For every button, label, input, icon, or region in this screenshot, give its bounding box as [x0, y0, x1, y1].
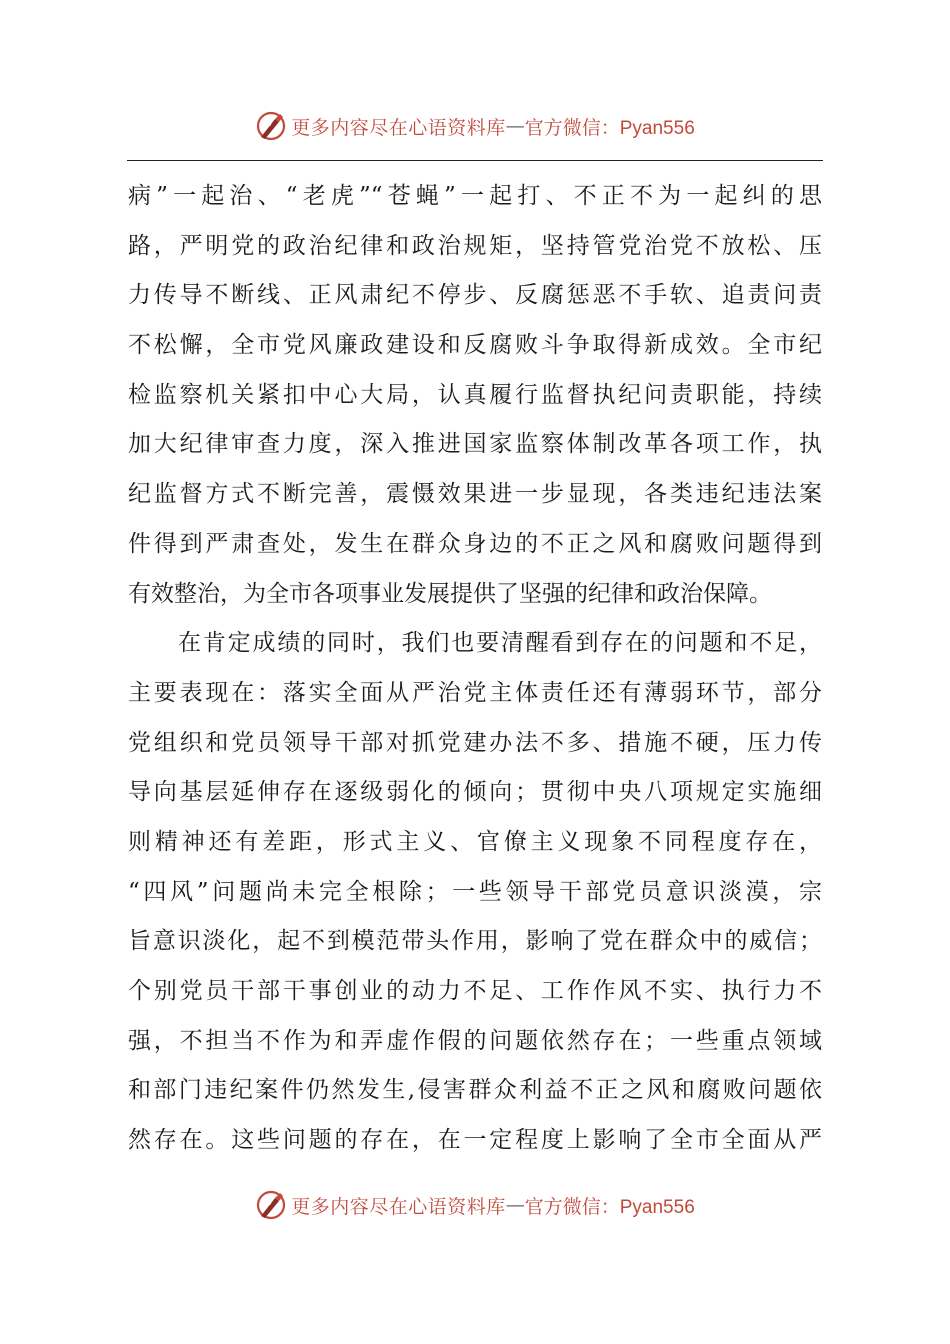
header-separator: —	[505, 115, 525, 137]
text-line: 则精神还有差距，形式主义、官僚主义现象不同程度存在，	[128, 828, 822, 855]
footer-site-name: 更多内容尽在心语资料库	[291, 1195, 506, 1218]
header-contact: 官方微信：Pyan556	[524, 117, 695, 139]
text-line: 有效整治，为全市各项事业发展提供了坚强的纪律和政治保障。	[128, 580, 772, 607]
text-line: 然存在。这些问题的存在，在一定程度上影响了全市全面从严	[128, 1127, 822, 1154]
text-line: 件得到严肃查处，发生在群众身边的不正之风和腐败问题得到	[128, 530, 822, 557]
paragraph-1	[128, 172, 822, 619]
text-line: 导向基层延伸存在逐级弱化的倾向；贯彻中央八项规定实施细	[128, 779, 822, 806]
text-line: 在肯定成绩的同时，我们也要清醒看到存在的问题和不足，	[178, 630, 822, 657]
footer-banner	[0, 1185, 950, 1225]
text-line: “四风”问题尚未完全根除；一些领导干部党员意识淡漠，宗	[128, 878, 822, 905]
paragraph-2	[128, 619, 822, 1166]
text-line: 病”一起治、“老虎”“苍蝇”一起打、不正不为一起纠的思	[128, 183, 822, 209]
text-line: 路，严明党的政治纪律和政治规矩，坚持管党治党不放松、压	[128, 232, 822, 259]
text-line: 党组织和党员领导干部对抓党建办法不多、措施不硬，压力传	[128, 729, 822, 756]
text-line: 强，不担当不作为和弄虚作假的问题依然存在；一些重点领域	[128, 1027, 822, 1054]
header-site-name: 更多内容尽在心语资料库	[291, 116, 506, 139]
footer-separator: —	[505, 1194, 525, 1216]
header-banner	[0, 106, 950, 146]
text-line: 个别党员干部干事创业的动力不足、工作作风不实、执行力不	[128, 978, 822, 1004]
document-body	[128, 172, 822, 1166]
text-line: 旨意识淡化，起不到模范带头作用，影响了党在群众中的威信；	[128, 928, 822, 955]
pen-logo-icon	[255, 110, 287, 142]
text-line: 不松懈，全市党风廉政建设和反腐败斗争取得新成效。全市纪	[128, 332, 822, 359]
header-divider	[127, 160, 823, 161]
text-line: 纪监督方式不断完善，震慑效果进一步显现，各类违纪违法案	[128, 481, 822, 508]
text-line: 力传导不断线、正风肃纪不停步、反腐惩恶不手软、追责问责	[128, 282, 822, 309]
text-line: 加大纪律审查力度，深入推进国家监察体制改革各项工作，执	[128, 431, 822, 458]
text-line: 检监察机关紧扣中心大局，认真履行监督执纪问责职能，持续	[128, 381, 822, 408]
text-line: 和部门违纪案件仍然发生,侵害群众利益不正之风和腐败问题依	[128, 1077, 822, 1104]
text-line: 主要表现在：落实全面从严治党主体责任还有薄弱环节，部分	[128, 679, 822, 706]
footer-contact: 官方微信：Pyan556	[524, 1196, 695, 1218]
pen-logo-icon	[255, 1189, 287, 1221]
